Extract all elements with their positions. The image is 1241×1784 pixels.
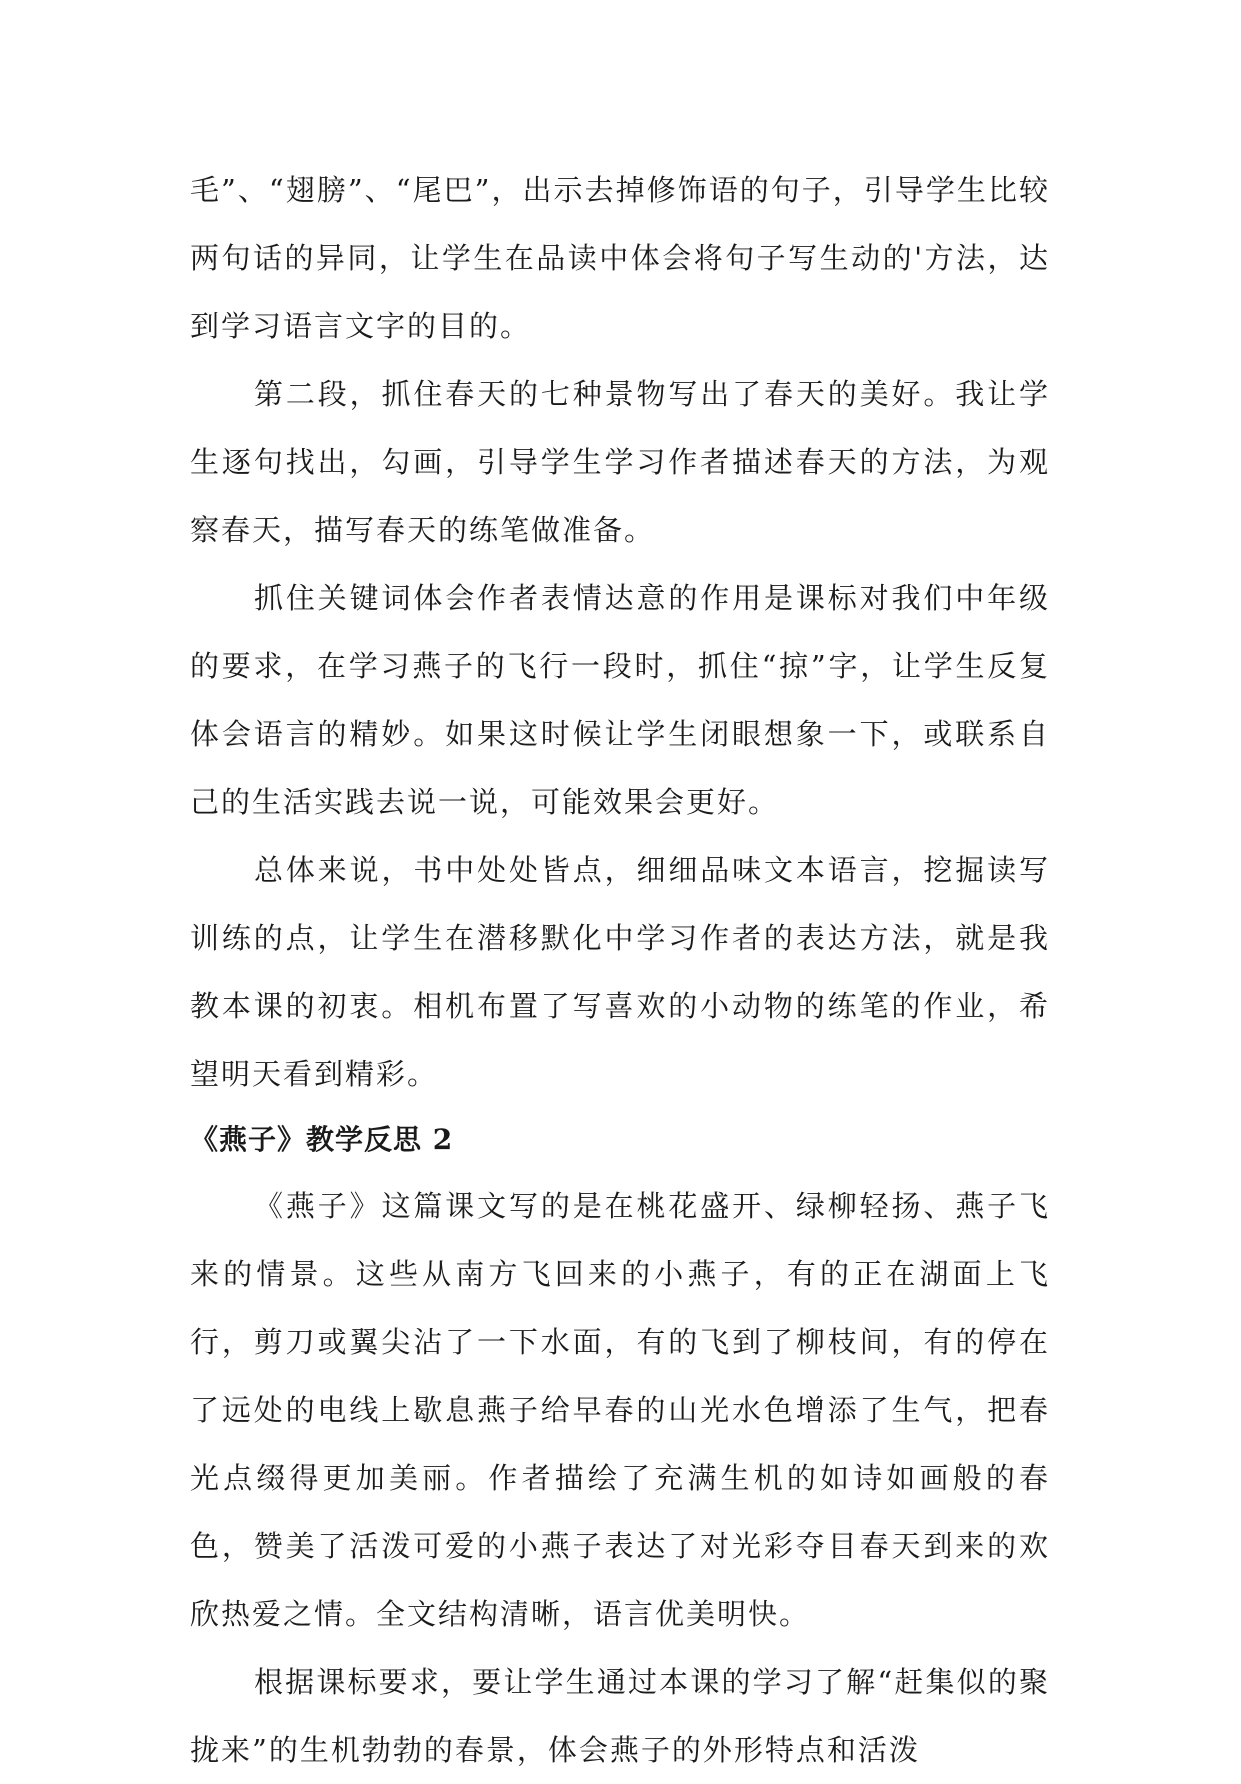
paragraph-6: 根据课标要求，要让学生通过本课的学习了解“赶集似的聚拢来”的生机勃勃的春景，体会燕子的外形特点和活泼: [190, 1665, 1050, 1767]
section-heading: 《燕子》教学反思 2: [190, 1123, 454, 1156]
paragraph-5: 《燕子》这篇课文写的是在桃花盛开、绿柳轻扬、燕子飞来的情景。这些从南方飞回来的小燕子，有的正在湖面上飞行，剪刀或翼尖沾了一下水面，有的飞到了柳枝间，有的停在了远处的电线上歇息燕子给早春的山光水色增添了生气，把春光点缀得更加美丽。作者描绘了充满生机的如诗如画般的春色，赞美了活泼可爱的小燕子表达了对光彩夺目春天到来的欢欣热爱之情。全文结构清晰，语言优美明快。: [190, 1189, 1050, 1631]
paragraph-1: 毛”、“翅膀”、“尾巴”，出示去掉修饰语的句子，引导学生比较两句话的异同，让学生在品读中体会将句子写生动的'方法，达到学习语言文字的目的。: [190, 173, 1050, 343]
paragraph-4: 总体来说，书中处处皆点，细细品味文本语言，挖掘读写训练的点，让学生在潜移默化中学习作者的表达方法，就是我教本课的初衷。相机布置了写喜欢的小动物的练笔的作业，希望明天看到精彩。: [190, 853, 1050, 1091]
paragraph-2: 第二段，抓住春天的七种景物写出了春天的美好。我让学生逐句找出，勾画，引导学生学习作者描述春天的方法，为观察春天，描写春天的练笔做准备。: [190, 377, 1050, 547]
paragraph-3: 抓住关键词体会作者表情达意的作用是课标对我们中年级的要求，在学习燕子的飞行一段时，抓住“掠”字，让学生反复体会语言的精妙。如果这时候让学生闭眼想象一下，或联系自己的生活实践去说一说，可能效果会更好。: [190, 581, 1050, 819]
document-body: [190, 156, 1050, 1784]
